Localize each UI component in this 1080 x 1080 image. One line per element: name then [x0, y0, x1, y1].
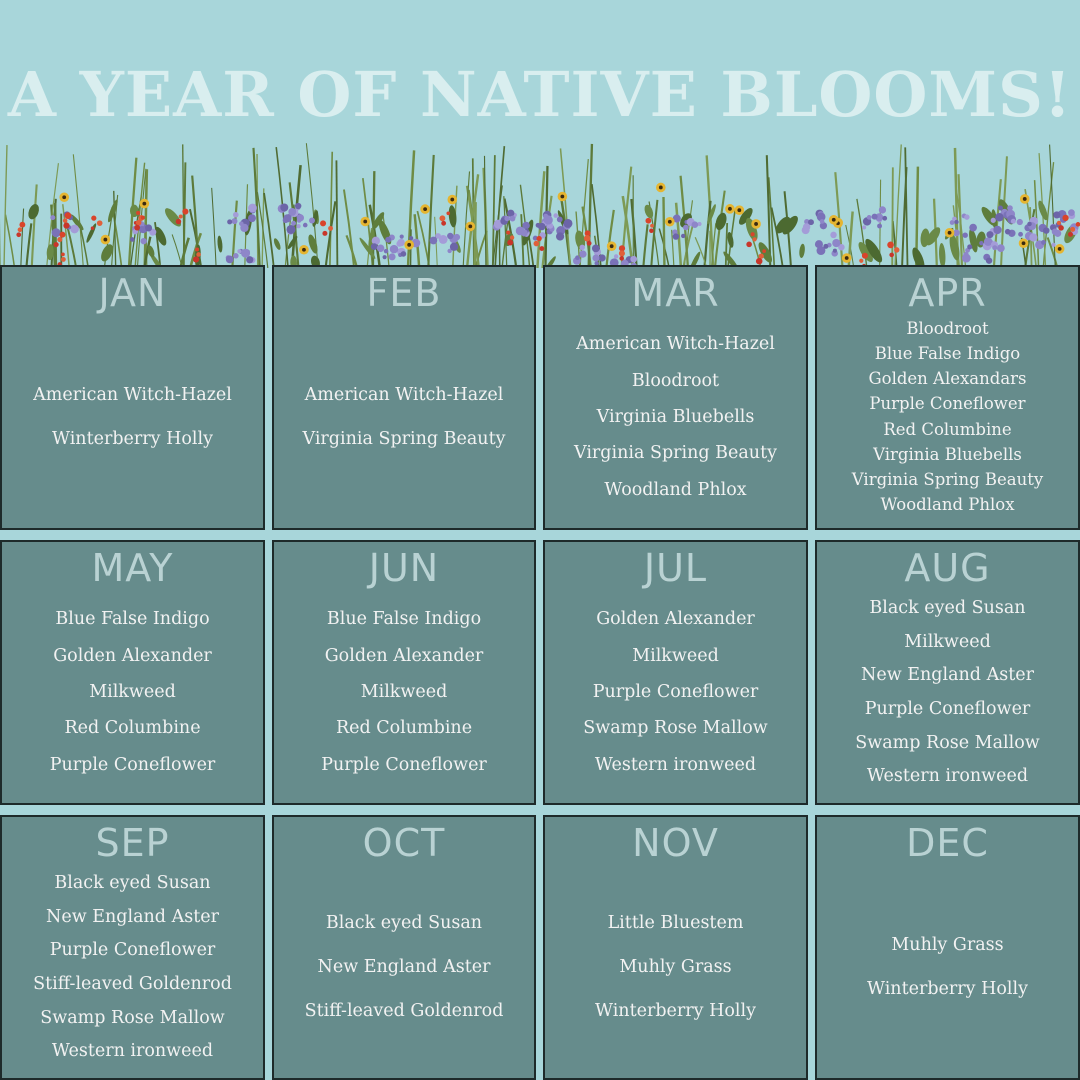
month-card-sep [0, 815, 265, 1080]
month-card-apr [815, 265, 1080, 530]
month-label: MAY [91, 546, 174, 590]
plant-name: American Witch-Hazel [33, 385, 232, 405]
plant-name: New England Aster [317, 957, 491, 977]
month-label: AUG [904, 546, 991, 590]
plant-name: Bloodroot [631, 370, 720, 391]
plant-name: Black eyed Susan [54, 872, 211, 893]
month-label: SEP [95, 821, 170, 865]
plant-name: Golden Alexandars [868, 369, 1027, 389]
plant-name: Blue False Indigo [55, 609, 210, 630]
month-label: OCT [362, 821, 446, 865]
month-card-jan [0, 265, 265, 530]
plant-name: Blue False Indigo [874, 343, 1021, 363]
plant-name: Blue False Indigo [326, 609, 482, 630]
plant-name: Milkweed [89, 682, 176, 702]
month-label: JUL [643, 546, 708, 590]
plant-name: Western ironweed [866, 766, 1029, 787]
month-label: JUN [368, 546, 440, 590]
month-label: FEB [366, 271, 442, 315]
plant-name: Virginia Spring Beauty [851, 470, 1044, 490]
month-label: MAR [631, 271, 720, 315]
month-card-mar [543, 265, 808, 530]
plant-name: New England Aster [46, 906, 219, 927]
plant-name: Woodland Phlox [880, 495, 1015, 515]
plant-name: Purple Coneflower [869, 394, 1026, 414]
month-card-jul [543, 540, 808, 805]
plant-name: Milkweed [904, 631, 991, 652]
plant-name: Red Columbine [64, 718, 201, 739]
month-card-dec [815, 815, 1080, 1080]
plant-name: Red Columbine [883, 419, 1012, 439]
plant-name: Stiff-leaved Goldenrod [33, 973, 232, 994]
plant-name: American Witch-Hazel [576, 334, 775, 355]
plant-name: Virginia Bluebells [596, 407, 755, 427]
plant-name: Black eyed Susan [869, 597, 1026, 618]
month-card-jun [272, 540, 536, 805]
plant-name: Winterberry Holly [52, 429, 213, 449]
month-label: DEC [906, 821, 989, 865]
month-card-oct [272, 815, 536, 1080]
plant-name: Purple Coneflower [49, 940, 216, 961]
plant-name: Muhly Grass [891, 935, 1004, 955]
plant-name: Virginia Spring Beauty [574, 443, 777, 464]
plant-name: American Witch-Hazel [304, 385, 504, 405]
plant-name: Purple Coneflower [321, 754, 487, 775]
plant-name: Little Bluestem [607, 913, 744, 933]
plant-name: Stiff-leaved Goldenrod [304, 1001, 504, 1021]
wildflower-border-illustration [0, 140, 1080, 268]
month-grid [0, 265, 1080, 1080]
month-label: JAN [98, 271, 167, 315]
plant-name: Swamp Rose Mallow [40, 1007, 225, 1028]
month-card-feb [272, 265, 536, 530]
plant-name: Muhly Grass [619, 957, 732, 977]
plant-name: Purple Coneflower [592, 682, 759, 702]
plant-name: Virginia Spring Beauty [302, 429, 506, 449]
page-title: A YEAR OF NATIVE BLOOMS! [7, 58, 1073, 131]
month-card-aug [815, 540, 1080, 805]
plant-name: Purple Coneflower [864, 698, 1031, 719]
plant-name: Woodland Phlox [604, 479, 747, 500]
plant-name: Milkweed [632, 645, 719, 666]
month-card-nov [543, 815, 808, 1080]
plant-name: Black eyed Susan [325, 913, 483, 933]
plant-name: Purple Coneflower [49, 754, 216, 775]
plant-name: Swamp Rose Mallow [855, 732, 1040, 753]
plant-name: New England Aster [861, 665, 1034, 686]
month-card-may [0, 540, 265, 805]
plant-name: Red Columbine [335, 718, 473, 739]
plant-name: Western ironweed [51, 1041, 214, 1062]
plant-name: Virginia Bluebells [873, 444, 1022, 464]
month-label: NOV [632, 821, 719, 865]
plant-name: Milkweed [360, 682, 448, 702]
plant-name: Bloodroot [906, 318, 989, 338]
plant-name: Western ironweed [594, 754, 757, 775]
plant-name: Swamp Rose Mallow [583, 718, 768, 739]
plant-name: Golden Alexander [596, 609, 755, 630]
plant-name: Winterberry Holly [595, 1001, 756, 1021]
plant-name: Winterberry Holly [867, 979, 1028, 999]
plant-name: Golden Alexander [53, 645, 212, 666]
month-label: APR [908, 271, 987, 315]
plant-name: Golden Alexander [324, 645, 484, 666]
